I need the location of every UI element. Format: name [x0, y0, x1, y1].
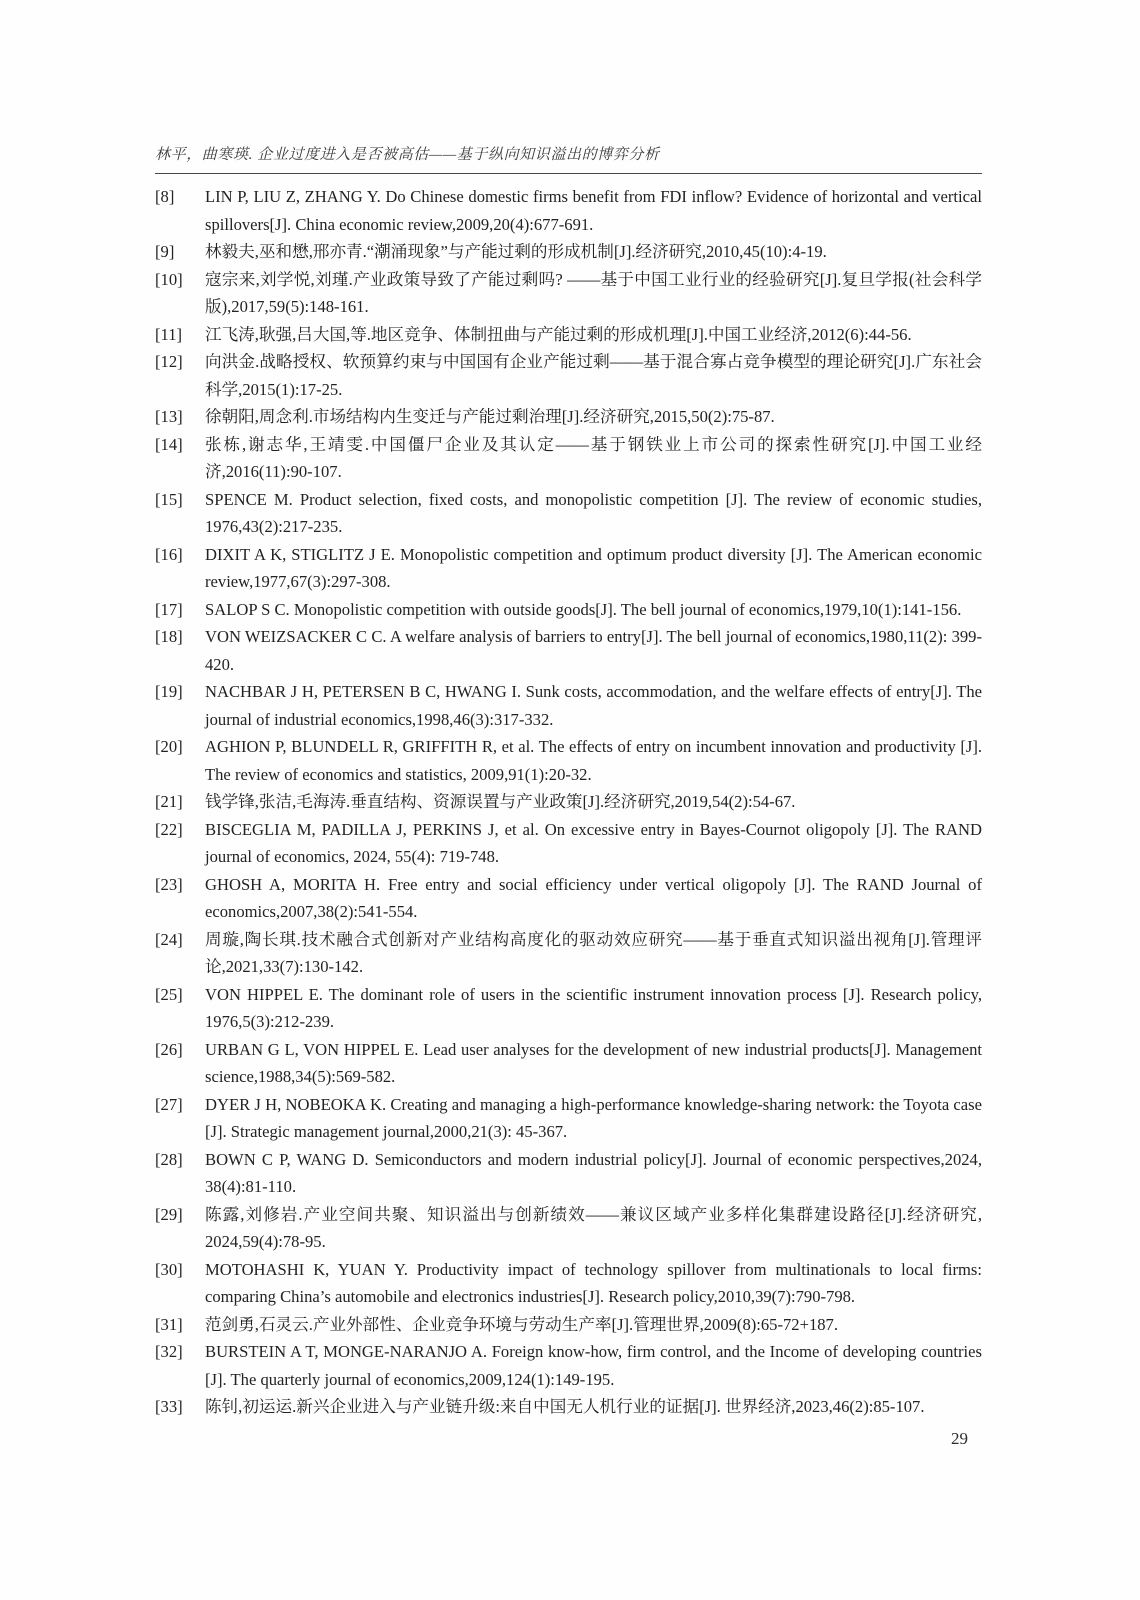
reference-number: [27]: [155, 1094, 183, 1114]
reference-number: [23]: [155, 874, 183, 894]
reference-text: VON HIPPEL E. The dominant role of users in the scientific instrument innovation process [J]. Research policy, 1976,5(3):212-239.: [205, 984, 982, 1031]
reference-item: [155, 1311, 982, 1339]
reference-text: SALOP S C. Monopolistic competition with outside goods[J]. The bell journal of economics,1979,10(1):141-156.: [205, 599, 962, 619]
reference-text: 张栋,谢志华,王靖雯.中国僵尸企业及其认定——基于钢铁业上市公司的探索性研究[J].中国工业经济,2016(11):90-107.: [205, 434, 982, 481]
reference-text: 周璇,陶长琪.技术融合式创新对产业结构高度化的驱动效应研究——基于垂直式知识溢出视角[J].管理评论,2021,33(7):130-142.: [205, 929, 982, 976]
reference-number: [19]: [155, 682, 183, 701]
reference-number: [28]: [155, 1149, 183, 1169]
reference-text: 寇宗来,刘学悦,刘瑾.产业政策导致了产能过剩吗? ——基于中国工业行业的经验研究[J].复旦学报(社会科学版),2017,59(5):148-161.: [205, 269, 982, 316]
reference-item: [155, 348, 982, 403]
reference-item: [155, 486, 982, 541]
running-header-text: 林平，曲寒瑛. 企业过度进入是否被高估——基于纵向知识溢出的博弈分析: [155, 147, 660, 163]
reference-number: [15]: [155, 489, 183, 509]
reference-item: [155, 623, 982, 678]
reference-number: [12]: [155, 352, 183, 371]
reference-number: [9]: [155, 242, 175, 261]
reference-number: [16]: [155, 544, 183, 564]
reference-item: [155, 1091, 982, 1146]
reference-number: [22]: [155, 819, 183, 839]
reference-item: [155, 1256, 982, 1311]
reference-text: BOWN C P, WANG D. Semiconductors and modern industrial policy[J]. Journal of economic perspectives,2024, 38(4):81-110.: [205, 1149, 982, 1196]
reference-item: [155, 926, 982, 981]
reference-number: [8]: [155, 187, 175, 206]
reference-text: 陈露,刘修岩.产业空间共聚、知识溢出与创新绩效——兼议区域产业多样化集群建设路径[J].经济研究, 2024,59(4):78-95.: [205, 1204, 982, 1251]
reference-text: MOTOHASHI K, YUAN Y. Productivity impact of technology spillover from multinationals to local firms: comparing China’s automobile and electronics industries[J]. Research policy,2010,39(7):790-798.: [205, 1259, 982, 1306]
reference-item: [155, 183, 982, 238]
reference-number: [25]: [155, 984, 183, 1004]
reference-text: 向洪金.战略授权、软预算约束与中国国有企业产能过剩——基于混合寡占竞争模型的理论研究[J].广东社会科学,2015(1):17-25.: [205, 352, 982, 399]
reference-number: [20]: [155, 737, 183, 756]
reference-number: [30]: [155, 1259, 183, 1279]
reference-item: [155, 678, 982, 733]
reference-number: [33]: [155, 1397, 183, 1416]
reference-text: LIN P, LIU Z, ZHANG Y. Do Chinese domestic firms benefit from FDI inflow? Evidence of horizontal and vertical spillovers[J]. China economic review,2009,20(4):677-691.: [205, 187, 982, 234]
reference-item: [155, 1338, 982, 1393]
reference-number: [31]: [155, 1314, 183, 1334]
reference-number: [24]: [155, 929, 183, 949]
reference-number: [18]: [155, 627, 183, 646]
page-number: 29: [951, 1428, 968, 1448]
reference-number: [26]: [155, 1039, 183, 1059]
reference-item: [155, 321, 982, 349]
reference-text: 林毅夫,巫和懋,邢亦青.“潮涌现象”与产能过剩的形成机制[J].经济研究,2010,45(10):4-19.: [205, 242, 827, 261]
reference-text: VON WEIZSACKER C C. A welfare analysis of barriers to entry[J]. The bell journal of economics,1980,11(2): 399-420.: [205, 627, 982, 674]
reference-number: [32]: [155, 1342, 183, 1361]
reference-text: 钱学锋,张洁,毛海涛.垂直结构、资源误置与产业政策[J].经济研究,2019,54(2):54-67.: [205, 792, 796, 811]
reference-item: [155, 266, 982, 321]
reference-item: [155, 733, 982, 788]
reference-text: NACHBAR J H, PETERSEN B C, HWANG I. Sunk costs, accommodation, and the welfare effects of entry[J]. The journal of industrial economics,1998,46(3):317-332.: [205, 682, 982, 729]
reference-text: BISCEGLIA M, PADILLA J, PERKINS J, et al. On excessive entry in Bayes-Cournot oligopoly [J]. The RAND journal of economics, 2024, 55(4): 719-748.: [205, 819, 982, 866]
reference-number: [11]: [155, 324, 183, 344]
reference-text: 范剑勇,石灵云.产业外部性、企业竞争环境与劳动生产率[J].管理世界,2009(8):65-72+187.: [205, 1314, 838, 1334]
reference-text: URBAN G L, VON HIPPEL E. Lead user analyses for the development of new industrial products[J]. Management science,1988,34(5):569-582.: [205, 1039, 982, 1086]
reference-number: [21]: [155, 792, 183, 811]
reference-item: [155, 816, 982, 871]
reference-item: [155, 596, 982, 624]
reference-text: SPENCE M. Product selection, fixed costs, and monopolistic competition [J]. The review of economic studies, 1976,43(2):217-235.: [205, 489, 982, 536]
reference-item: [155, 1201, 982, 1256]
reference-text: DIXIT A K, STIGLITZ J E. Monopolistic competition and optimum product diversity [J]. The American economic review,1977,67(3):297-308.: [205, 544, 982, 591]
reference-item: [155, 871, 982, 926]
reference-number: [14]: [155, 434, 183, 454]
reference-item: [155, 541, 982, 596]
reference-text: BURSTEIN A T, MONGE-NARANJO A. Foreign know-how, firm control, and the Income of developing countries [J]. The quarterly journal of economics,2009,124(1):149-195.: [205, 1342, 982, 1389]
reference-item: [155, 1036, 982, 1091]
reference-item: [155, 238, 982, 266]
reference-item: [155, 1146, 982, 1201]
reference-text: 陈钊,初运运.新兴企业进入与产业链升级:来自中国无人机行业的证据[J]. 世界经济,2023,46(2):85-107.: [205, 1397, 925, 1416]
reference-text: DYER J H, NOBEOKA K. Creating and managing a high-performance knowledge-sharing network: the Toyota case [J]. Strategic management journal,2000,21(3): 45-367.: [205, 1094, 982, 1141]
reference-text: 江飞涛,耿强,吕大国,等.地区竞争、体制扭曲与产能过剩的形成机理[J].中国工业经济,2012(6):44-56.: [205, 324, 912, 344]
reference-item: [155, 981, 982, 1036]
reference-item: [155, 788, 982, 816]
reference-item: [155, 1393, 982, 1421]
reference-text: AGHION P, BLUNDELL R, GRIFFITH R, et al. The effects of entry on incumbent innovation and productivity [J]. The review of economics and statistics, 2009,91(1):20-32.: [205, 737, 982, 784]
reference-number: [10]: [155, 269, 183, 289]
reference-number: [13]: [155, 407, 183, 426]
reference-number: [29]: [155, 1204, 183, 1224]
reference-list: [155, 183, 982, 1421]
reference-item: [155, 403, 982, 431]
reference-item: [155, 431, 982, 486]
reference-text: GHOSH A, MORITA H. Free entry and social efficiency under vertical oligopoly [J]. The RAND Journal of economics,2007,38(2):541-554.: [205, 874, 982, 921]
reference-number: [17]: [155, 599, 183, 619]
reference-text: 徐朝阳,周念利.市场结构内生变迁与产能过剩治理[J].经济研究,2015,50(2):75-87.: [205, 407, 775, 426]
running-header: [155, 143, 982, 174]
